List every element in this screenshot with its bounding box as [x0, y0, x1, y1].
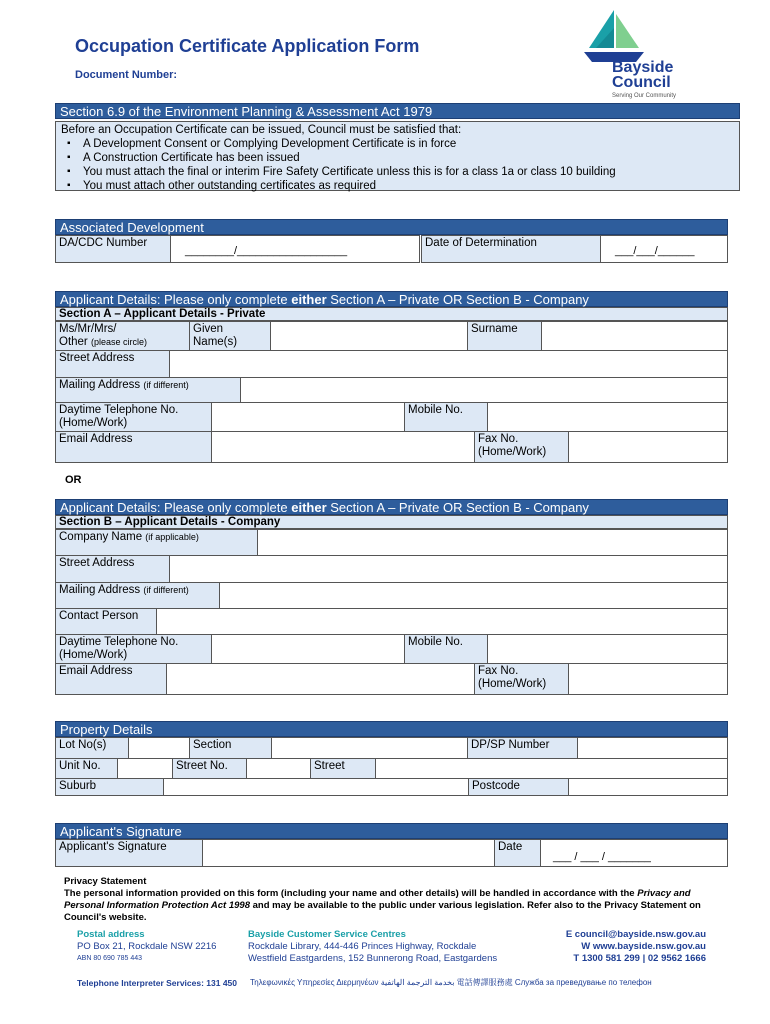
- mailing-hint: (if different): [143, 585, 189, 595]
- da-number-field[interactable]: [170, 235, 420, 263]
- section-heading-act: Section 6.9 of the Environment Planning & Assessment Act 1979: [55, 103, 740, 119]
- footer-web: W www.bayside.nsw.gov.au: [581, 941, 706, 952]
- sail-logo-icon: [584, 10, 644, 65]
- date-determination-label: Date of Determination: [421, 235, 601, 263]
- section-heading-property: Property Details: [55, 721, 728, 737]
- da-number-blank: ________/__________________: [185, 245, 348, 257]
- company-mobile-field[interactable]: [487, 634, 728, 664]
- company-email-label: Email Address: [55, 663, 167, 695]
- company-phone-label: Daytime Telephone No. (Home/Work): [55, 634, 212, 664]
- bayside-council-logo: [582, 10, 692, 102]
- company-hint: (if applicable): [145, 532, 199, 542]
- privacy-body: [64, 888, 724, 924]
- mailing-address-label: [55, 377, 241, 403]
- company-fax-field[interactable]: [568, 663, 728, 695]
- title-label: [55, 321, 190, 351]
- given-names-field[interactable]: [270, 321, 468, 351]
- surname-label: Surname: [467, 321, 542, 351]
- privacy-title: Privacy Statement: [64, 876, 147, 887]
- intro-lead: Before an Occupation Certificate can be issued, Council must be satisfied that:: [61, 124, 462, 136]
- heading-text: Applicant Details: Please only complete: [60, 292, 292, 307]
- company-mailing-label: [55, 582, 220, 609]
- email-field[interactable]: [211, 431, 475, 463]
- signature-date-blank: ___ / ___ / _______: [553, 851, 651, 863]
- section-heading-associated: Associated Development: [55, 219, 728, 235]
- signature-date-field[interactable]: [540, 839, 728, 867]
- logo-text-bayside: Bayside: [612, 59, 674, 76]
- dpsp-field[interactable]: [577, 737, 728, 759]
- or-label: OR: [65, 474, 82, 486]
- section-heading-signature: Applicant's Signature: [55, 823, 728, 839]
- postal-title: Postal address: [77, 929, 145, 940]
- street-no-field[interactable]: [246, 758, 311, 779]
- section-heading-company: [55, 499, 728, 515]
- mailing-label-text: Mailing Address: [59, 584, 144, 596]
- unit-field[interactable]: [117, 758, 173, 779]
- company-name-label: [55, 529, 258, 556]
- page-title: Occupation Certificate Application Form: [75, 36, 420, 56]
- abn: ABN 80 690 785 443: [77, 955, 142, 962]
- intro-bullet: ▪ A Development Consent or Complying Development Certificate is in force: [75, 137, 734, 151]
- street-no-label: Street No.: [172, 758, 247, 779]
- footer-email: E council@bayside.nsw.gov.au: [565, 929, 706, 940]
- postcode-field[interactable]: [568, 778, 728, 796]
- interpreter-services: Telephone Interpreter Services: 131 450: [77, 978, 238, 988]
- street-label: Street: [310, 758, 376, 779]
- street-address-field[interactable]: [169, 350, 728, 378]
- section-field[interactable]: [271, 737, 468, 759]
- email-label: Email Address: [55, 431, 212, 463]
- footer-centres: [248, 929, 538, 965]
- company-label-text: Company Name: [59, 531, 146, 543]
- suburb-field[interactable]: [163, 778, 469, 796]
- company-fax-label: Fax No. (Home/Work): [474, 663, 569, 695]
- subheading-private: Section A – Applicant Details - Private: [55, 307, 728, 321]
- company-mobile-label: Mobile No.: [404, 634, 488, 664]
- company-street-field[interactable]: [169, 555, 728, 583]
- heading-text: Section A – Private OR Section B - Company: [326, 292, 589, 307]
- heading-text: Section A – Private OR Section B - Company: [326, 500, 589, 515]
- mailing-hint: (if different): [143, 380, 189, 390]
- centre-line: Rockdale Library, 444-446 Princes Highway, Rockdale: [248, 941, 477, 952]
- fax-field[interactable]: [568, 431, 728, 463]
- privacy-text: The personal information provided on this form (including your name and other details) will be handled in accordance with the: [64, 888, 638, 899]
- mobile-label: Mobile No.: [404, 402, 488, 432]
- mailing-address-field[interactable]: [240, 377, 728, 403]
- document-number-label: Document Number:: [75, 69, 178, 81]
- footer-contact: [540, 929, 706, 965]
- heading-emphasis: either: [291, 500, 327, 515]
- logo-tagline: Serving Our Community: [612, 93, 677, 99]
- privacy-act-name: Privacy and Personal Information Protection Act 1998: [64, 888, 691, 911]
- intro-bullet: ▪ You must attach the final or interim Fire Safety Certificate unless this is for a class 1a or class 10 building: [75, 165, 734, 179]
- given-names-label: Given Name(s): [189, 321, 271, 351]
- contact-person-field[interactable]: [156, 608, 728, 635]
- signature-field[interactable]: [202, 839, 495, 867]
- phone-label: Daytime Telephone No. (Home/Work): [55, 402, 212, 432]
- privacy-statement: [64, 876, 724, 924]
- street-address-label: Street Address: [55, 350, 170, 378]
- date-determination-field[interactable]: [600, 235, 728, 263]
- suburb-label: Suburb: [55, 778, 164, 796]
- subheading-company: Section B – Applicant Details - Company: [55, 515, 728, 529]
- company-name-field[interactable]: [257, 529, 728, 556]
- fax-label: Fax No. (Home/Work): [474, 431, 569, 463]
- signature-date-label: Date: [494, 839, 541, 867]
- intro-box: [55, 121, 740, 191]
- contact-person-label: Contact Person: [55, 608, 157, 635]
- centres-title: Bayside Customer Service Centres: [248, 929, 406, 940]
- footer-phone: T 1300 581 299 | 02 9562 1666: [573, 953, 706, 964]
- company-phone-field[interactable]: [211, 634, 405, 664]
- mobile-field[interactable]: [487, 402, 728, 432]
- lot-field[interactable]: [128, 737, 190, 759]
- intro-bullet: ▪ You must attach other outstanding certificates as required: [75, 179, 734, 193]
- signature-label: Applicant's Signature: [55, 839, 203, 867]
- centre-line: Westfield Eastgardens, 152 Bunnerong Road, Eastgardens: [248, 953, 498, 964]
- surname-field[interactable]: [541, 321, 728, 351]
- company-street-label: Street Address: [55, 555, 170, 583]
- phone-field[interactable]: [211, 402, 405, 432]
- title-label-text: Other: [59, 336, 91, 348]
- title-label-text: Ms/Mr/Mrs/: [59, 323, 117, 335]
- heading-text: Applicant Details: Please only complete: [60, 500, 292, 515]
- intro-bullets: [61, 137, 734, 193]
- mailing-label-text: Mailing Address: [59, 379, 144, 391]
- postal-line: PO Box 21, Rockdale NSW 2216: [77, 941, 217, 952]
- street-field[interactable]: [375, 758, 728, 779]
- logo-text-council: Council: [612, 74, 671, 91]
- company-email-field[interactable]: [166, 663, 475, 695]
- dpsp-label: DP/SP Number: [467, 737, 578, 759]
- section-label: Section: [189, 737, 272, 759]
- company-mailing-field[interactable]: [219, 582, 728, 609]
- intro-bullet: ▪ A Construction Certificate has been issued: [75, 151, 734, 165]
- footer-postal: [77, 929, 247, 965]
- da-number-label: DA/CDC Number: [55, 235, 171, 263]
- postcode-label: Postcode: [468, 778, 569, 796]
- privacy-text: and may be available to the public under various legislation. Refer also to the Privacy Statement on Council's website.: [64, 900, 701, 923]
- title-hint: (please circle): [90, 337, 147, 347]
- section-heading-private: [55, 291, 728, 307]
- date-determination-blank: ___/___/______: [615, 245, 695, 257]
- heading-emphasis: either: [291, 292, 327, 307]
- unit-label: Unit No.: [55, 758, 118, 779]
- interpreter-languages: Τηλεφωνικές Υπηρεσίες Διερμηνέων بخدمة الترجمة الهاتفية 電話傳譯服務處 Служба за преведување по телефон: [250, 978, 652, 987]
- lot-label: Lot No(s): [55, 737, 129, 759]
